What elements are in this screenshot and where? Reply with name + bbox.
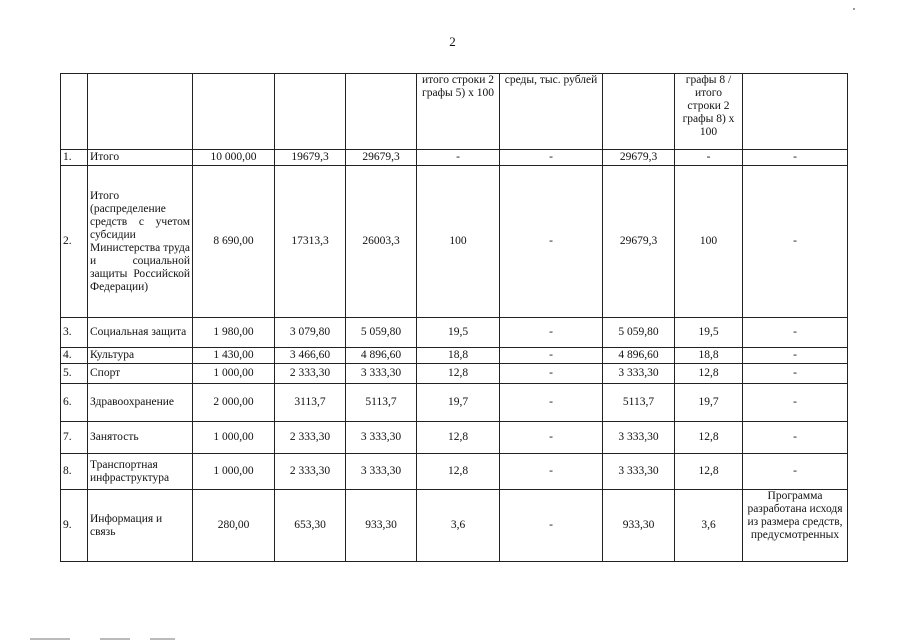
cell-c6: 3,6 <box>417 490 500 562</box>
cell-c6: 12,8 <box>417 454 500 490</box>
row-number: 5. <box>61 364 88 384</box>
cell-c10: - <box>743 384 848 422</box>
cell-c8: 3 333,30 <box>603 454 675 490</box>
cell-c5: 4 896,60 <box>346 348 417 364</box>
cell-c8: 3 333,30 <box>603 422 675 454</box>
cell-c3: 2 000,00 <box>193 384 275 422</box>
cell-c5: 3 333,30 <box>346 454 417 490</box>
cell-c3: 1 980,00 <box>193 318 275 348</box>
cell-c4: 2 333,30 <box>275 454 346 490</box>
cell-c6: 18,8 <box>417 348 500 364</box>
cell-c3: 8 690,00 <box>193 166 275 318</box>
cell-c7: - <box>500 384 603 422</box>
cell-c7: - <box>500 454 603 490</box>
cell-c3: 1 000,00 <box>193 422 275 454</box>
cell-c6: 12,8 <box>417 364 500 384</box>
cell-c6: 19,5 <box>417 318 500 348</box>
cell-c6: - <box>417 150 500 166</box>
cell-c9: 12,8 <box>675 364 743 384</box>
page-number: 2 <box>449 34 456 49</box>
cell-c4: 3 466,60 <box>275 348 346 364</box>
row-number: 9. <box>61 490 88 562</box>
cell-c9: 12,8 <box>675 422 743 454</box>
row-number: 1. <box>61 150 88 166</box>
cell-c10: - <box>743 150 848 166</box>
cell-c8: 5 059,80 <box>603 318 675 348</box>
cell-c9: 3,6 <box>675 490 743 562</box>
row-name: Культура <box>88 348 193 364</box>
allocation-table <box>60 73 848 562</box>
row-number: 8. <box>61 454 88 490</box>
row-number: 4. <box>61 348 88 364</box>
cell-c3: 1 430,00 <box>193 348 275 364</box>
cell-c7: - <box>500 150 603 166</box>
table-row <box>61 364 848 384</box>
cell-c7: - <box>500 348 603 364</box>
cell-c5: 933,30 <box>346 490 417 562</box>
table-row <box>61 318 848 348</box>
row-name: Транспортная инфраструктура <box>88 454 193 490</box>
cell-c5: 3 333,30 <box>346 364 417 384</box>
cell-c10: - <box>743 422 848 454</box>
row-name: Здравоохранение <box>88 384 193 422</box>
table-row <box>61 166 848 318</box>
cell-c7: - <box>500 422 603 454</box>
cell-c9: 19,7 <box>675 384 743 422</box>
table-row <box>61 384 848 422</box>
cell-c5: 5 059,80 <box>346 318 417 348</box>
cell-c9: - <box>675 150 743 166</box>
cell-c4: 17313,3 <box>275 166 346 318</box>
cell-c4: 3113,7 <box>275 384 346 422</box>
cell-c4: 653,30 <box>275 490 346 562</box>
row-name: Спорт <box>88 364 193 384</box>
cell-c10: Программа разработана исходя из размера средств, предусмотренных <box>743 490 848 562</box>
row-name: Информация и связь <box>88 490 193 562</box>
cell-c4: 3 079,80 <box>275 318 346 348</box>
cell-c5: 5113,7 <box>346 384 417 422</box>
cell-c10: - <box>743 318 848 348</box>
cell-c10: - <box>743 454 848 490</box>
cell-c3: 1 000,00 <box>193 454 275 490</box>
row-name: Итого <box>88 150 193 166</box>
scan-dot <box>853 8 855 10</box>
cell-c4: 2 333,30 <box>275 364 346 384</box>
table-row <box>61 422 848 454</box>
cell-c9: 18,8 <box>675 348 743 364</box>
cell-c10: - <box>743 364 848 384</box>
cell-c8: 3 333,30 <box>603 364 675 384</box>
table-row <box>61 150 848 166</box>
header-col7: среды, тыс. рублей <box>500 74 603 150</box>
cell-c3: 280,00 <box>193 490 275 562</box>
row-name: Занятость <box>88 422 193 454</box>
row-name: Социальная защита <box>88 318 193 348</box>
cell-c9: 19,5 <box>675 318 743 348</box>
row-number: 3. <box>61 318 88 348</box>
row-name: Итого (распределение средств с учетом субсидии Министерства труда и социальной защиты Российской Федерации) <box>88 166 193 318</box>
cell-c8: 29679,3 <box>603 150 675 166</box>
cell-c6: 19,7 <box>417 384 500 422</box>
cell-c9: 12,8 <box>675 454 743 490</box>
header-col6: итого строки 2 графы 5) х 100 <box>417 74 500 150</box>
row-number: 6. <box>61 384 88 422</box>
cell-c4: 19679,3 <box>275 150 346 166</box>
cell-c10: - <box>743 348 848 364</box>
row-number: 7. <box>61 422 88 454</box>
header-col9: графы 8 / итого строки 2 графы 8) х 100 <box>675 74 743 150</box>
cell-c10: - <box>743 166 848 318</box>
cell-c7: - <box>500 490 603 562</box>
cell-c3: 1 000,00 <box>193 364 275 384</box>
cell-c6: 100 <box>417 166 500 318</box>
cell-c3: 10 000,00 <box>193 150 275 166</box>
cell-c8: 933,30 <box>603 490 675 562</box>
cell-c8: 29679,3 <box>603 166 675 318</box>
cell-c9: 100 <box>675 166 743 318</box>
header-fragment-row <box>61 74 848 150</box>
cell-c4: 2 333,30 <box>275 422 346 454</box>
table-row <box>61 490 848 562</box>
cell-c7: - <box>500 318 603 348</box>
cell-c8: 5113,7 <box>603 384 675 422</box>
cell-c8: 4 896,60 <box>603 348 675 364</box>
cell-c5: 26003,3 <box>346 166 417 318</box>
table-row <box>61 454 848 490</box>
row-number: 2. <box>61 166 88 318</box>
cell-c7: - <box>500 364 603 384</box>
cell-c5: 29679,3 <box>346 150 417 166</box>
cell-c5: 3 333,30 <box>346 422 417 454</box>
cell-c6: 12,8 <box>417 422 500 454</box>
table-row <box>61 348 848 364</box>
cell-c7: - <box>500 166 603 318</box>
